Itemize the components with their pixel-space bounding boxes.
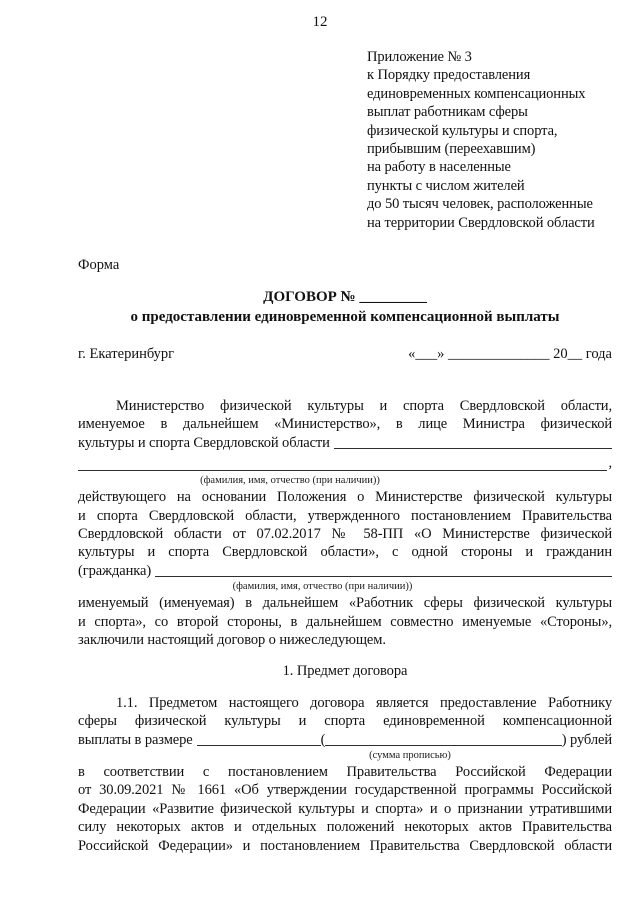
paragraph-line: Федерации «Развитие физической культуры и спорта» и о признании утратившими [78,800,612,817]
sum-blank-line [78,731,612,749]
paragraph-line: (гражданка) [78,562,152,579]
blank-fill-in-line [197,731,321,746]
sum-caption: (сумма прописью) [369,749,451,761]
paragraph-line: ) рублей [561,731,612,748]
appendix-line: пункты с числом жителей [367,177,525,194]
paragraph-line: выплаты в размере [78,731,193,748]
appendix-line: единовременных компенсационных [367,85,586,102]
page-number: 12 [312,14,328,30]
form-label: Форма [78,257,120,274]
appendix-line: на работу в населенные [367,159,511,176]
paragraph-line: в соответствии с постановлением Правительства Российской Федерации [78,763,612,780]
contract-subtitle: о предоставлении единовременной компенсационной выплаты [130,309,560,326]
date-blank: «___» ______________ 20__ года [408,346,612,363]
paragraph-line: Российской Федерации» и постановлением Правительства Свердловской области [78,837,612,854]
paragraph-line: силу некоторых актов и отдельных положений некоторых актов Правительства [78,819,612,836]
paragraph-line: заключили настоящий договор о нижеследующем. [78,631,386,648]
paragraph-line: 1.1. Предметом настоящего договора является предоставление Работнику [116,694,612,711]
open-paren: ( [320,731,326,748]
city-label: г. Екатеринбург [78,346,175,363]
blank-fill-in-line [334,434,612,449]
paragraph-line: сферы физической культуры и спорта единовременной компенсационной [78,713,612,730]
appendix-line: до 50 тысяч человек, расположенные [367,196,593,213]
fio-caption: (фамилия, имя, отчество (при наличии)) [232,581,413,593]
appendix-line: к Порядку предоставления [367,67,531,84]
paragraph-line: культуры и спорта Свердловской области», с одной стороны и гражданин [78,544,612,561]
blank-fill-in-line [78,456,607,471]
fio-caption: (фамилия, имя, отчество (при наличии)) [200,475,380,487]
paragraph-line: именуемый (именуемая) в дальнейшем «Работник сферы физической культуры [78,595,612,612]
paragraph-line: Свердловской области от 07.02.2017 № 58-ПП «О Министерстве физической [78,525,612,542]
appendix-line: прибывшим (переехавшим) [367,141,536,158]
blank-fill-in-line [325,731,561,746]
contract-title: ДОГОВОР № _________ [263,289,427,306]
place-date-row [78,345,612,363]
paragraph-line-with-blank [78,562,612,580]
appendix-line: физической культуры и спорта, [367,122,558,139]
paragraph-line: именуемое в дальнейшем «Министерство», в лице Министра физической [78,416,612,433]
blank-full-line [78,452,612,474]
clause-1-1-paragraph [78,694,612,855]
paragraph-line: от 30.09.2021 № 1661 «Об утверждении государственной программы Российской [78,782,612,799]
trailing-comma: , [608,455,612,472]
paragraph-line: Министерство физической культуры и спорта Свердловской области, [116,397,612,414]
blank-fill-in-line [155,562,612,577]
page-content [0,48,640,855]
paragraph-line-with-blank [78,434,612,452]
appendix-block [367,48,612,232]
appendix-line: выплат работникам сферы [367,104,528,121]
paragraph-line: и спорта», со второй стороны, в дальнейшем совместно именуемые «Стороны», [78,613,612,630]
paragraph-line: и спорта Свердловской области, утвержденного постановлением Правительства [78,507,612,524]
preamble-paragraph [78,397,612,649]
paragraph-line: действующего на основании Положения о Министерстве физической культуры [78,489,612,506]
section-heading: 1. Предмет договора [282,663,408,680]
appendix-line: на территории Свердловской области [367,214,595,231]
paragraph-line: культуры и спорта Свердловской области [78,434,330,451]
appendix-line: Приложение № 3 [367,49,472,65]
